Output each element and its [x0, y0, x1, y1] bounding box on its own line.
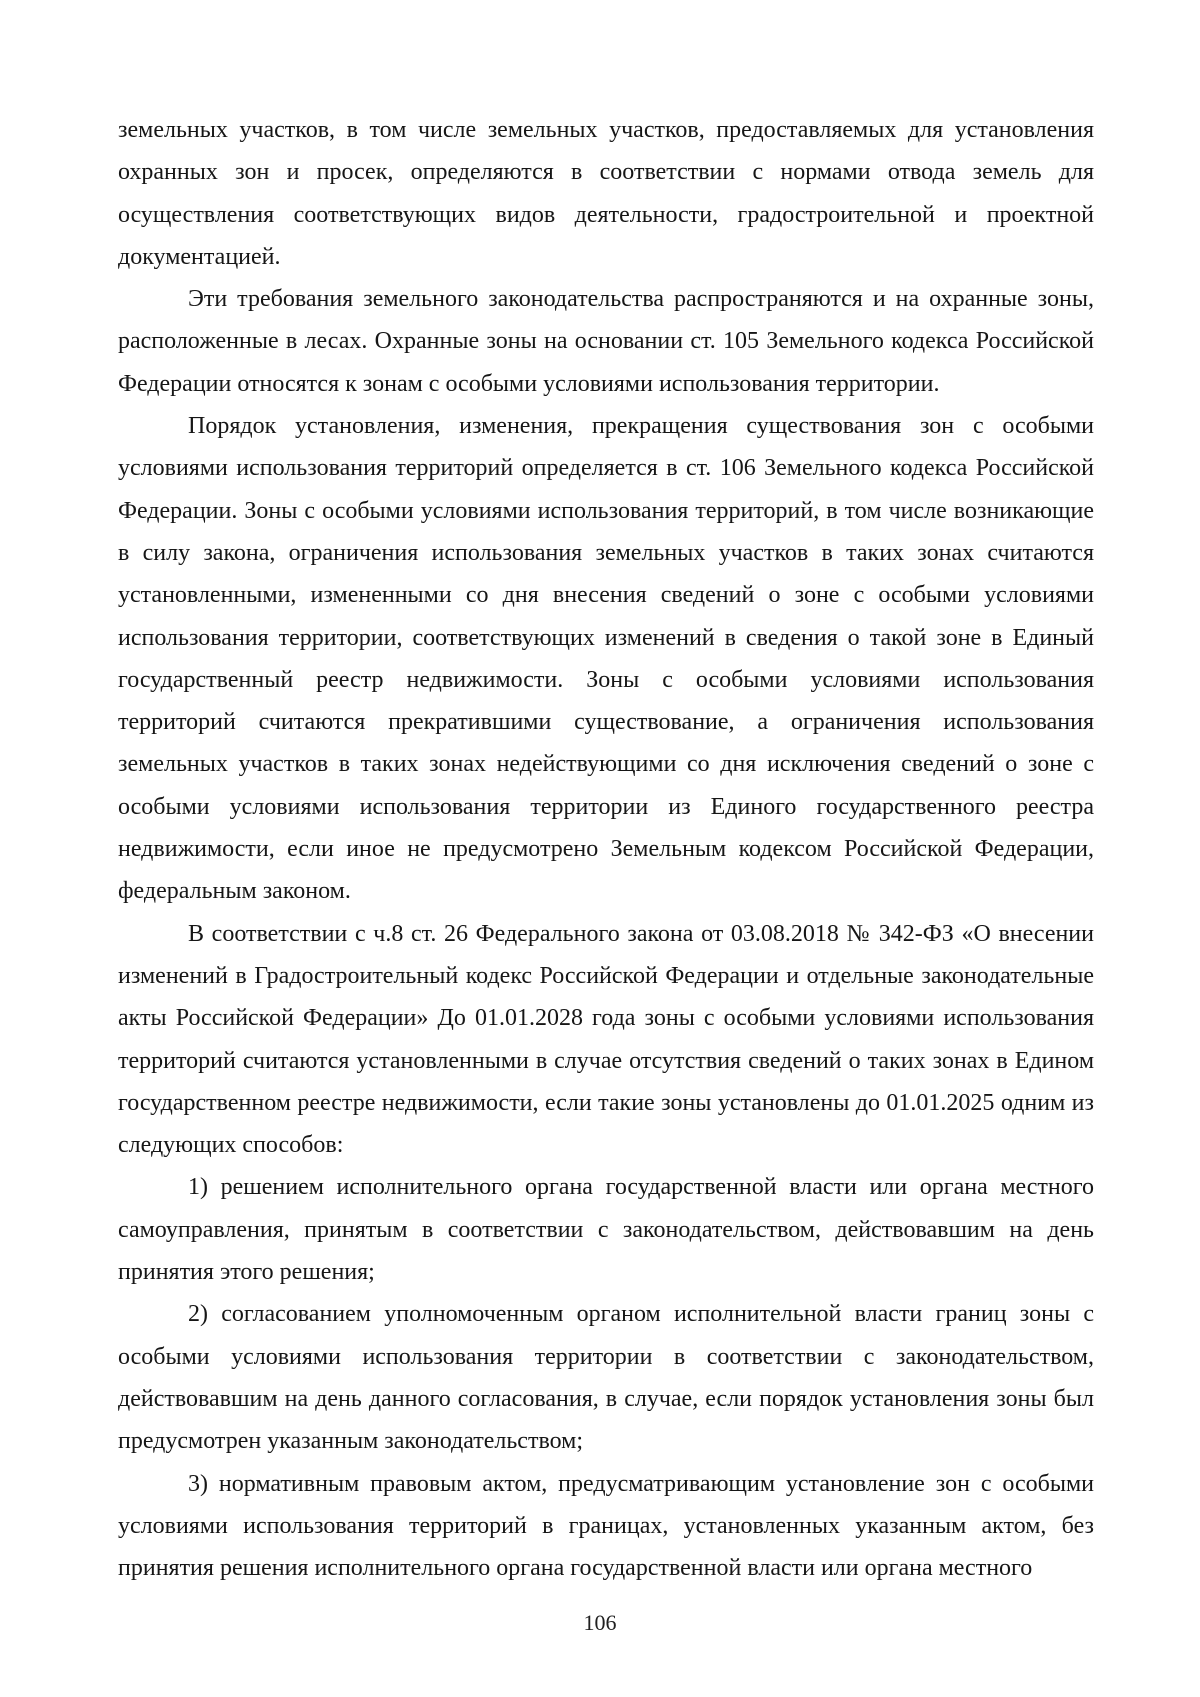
page-number: 106: [583, 1610, 617, 1635]
paragraph-zone-establishment-procedure: Порядок установления, изменения, прекращения существования зон с особыми условиями использования территорий определяется в ст. 106 Земельного кодекса Российской Федерации. Зоны с особыми условиями использования территорий, в том числе возникающие в силу закона, ограничения использования земельных участков в таких зонах считаются установленными, измененными со дня внесения сведений о зоне с особыми условиями использования территории, соответствующих изменений в сведения о такой зоне в Единый государственный реестр недвижимости. Зоны с особыми условиями использования территорий считаются прекратившими существование, а ограничения использования земельных участков в таких зонах недействующими со дня исключения сведений о зоне с особыми условиями использования территории из Единого государственного реестра недвижимости, если иное не предусмотрено Земельным кодексом Российской Федерации, федеральным законом.: [118, 413, 1094, 905]
list-item-2: 2) согласованием уполномоченным органом исполнительной власти границ зоны с особыми условиями использования территории в соответствии с законодательством, действовавшим на день данного согласования, в случае, если порядок установления зоны был предусмотрен указанным законодательством;: [118, 1301, 1094, 1455]
paragraph-continuation: земельных участков, в том числе земельных участков, предоставляемых для установления охранных зон и просек, определяются в соответствии с нормами отвода земель для осуществления соответствующих видов деятельности, градостроительной и проектной документацией.: [118, 117, 1094, 270]
paragraph-federal-law-342: В соответствии с ч.8 ст. 26 Федерального закона от 03.08.2018 № 342-ФЗ «О внесении изменений в Градостроительный кодекс Российской Федерации и отдельные законодательные акты Российской Федерации» До 01.01.2028 года зоны с особыми условиями использования территорий считаются установленными в случае отсутствия сведений о таких зонах в Едином государственном реестре недвижимости, если такие зоны установлены до 01.01.2025 одним из следующих способов:: [118, 920, 1094, 1159]
list-item-1: 1) решением исполнительного органа государственной власти или органа местного самоуправления, принятым в соответствии с законодательством, действовавшим на день принятия этого решения;: [118, 1174, 1094, 1286]
list-item-3: 3) нормативным правовым актом, предусматривающим установление зон с особыми условиями использования территорий в границах, установленных указанным актом, без принятия решения исполнительного органа государственной власти или органа местного: [118, 1470, 1094, 1582]
document-body: [118, 109, 1094, 1589]
paragraph-forest-protection-zones: Эти требования земельного законодательства распространяются и на охранные зоны, расположенные в лесах. Охранные зоны на основании ст. 105 Земельного кодекса Российской Федерации относятся к зонам с особыми условиями использования территории.: [118, 286, 1094, 397]
